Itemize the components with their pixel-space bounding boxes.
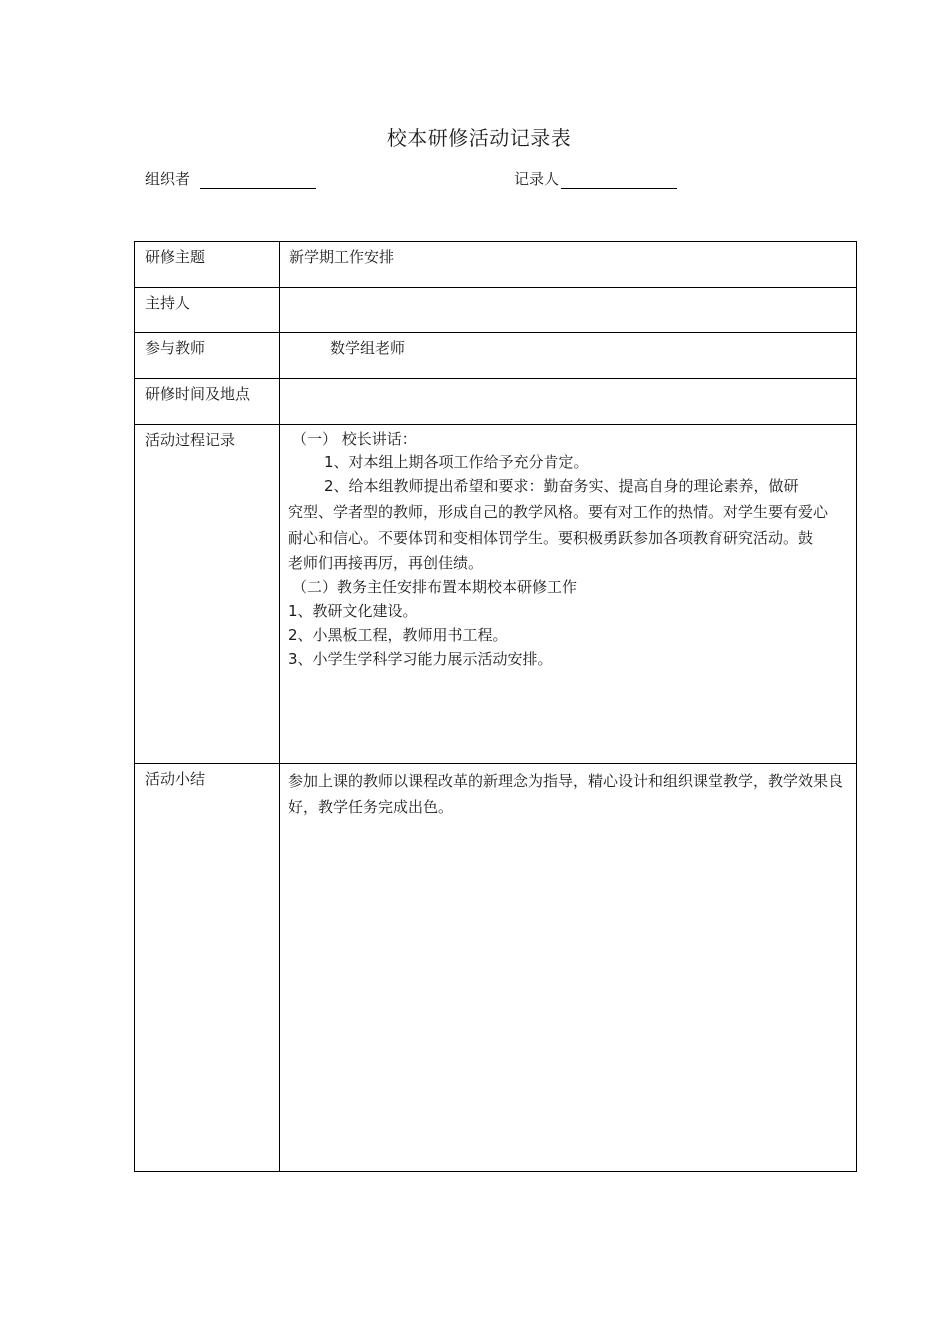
organizer-field [145, 168, 316, 189]
row-participants [135, 333, 857, 379]
process-line: （二）教务主任安排布置本期校本研修工作 [292, 578, 578, 596]
process-line: 耐心和信心。不要体罚和变相体罚学生。要积极勇跃参加各项教育研究活动。鼓 [288, 529, 814, 547]
recorder-blank [561, 171, 677, 189]
time-place-cell [280, 379, 857, 425]
row-host [135, 288, 857, 333]
process-cell [280, 425, 857, 764]
topic-label: 研修主题 [135, 242, 280, 288]
process-line: 究型、学者型的教师，形成自己的教学风格。要有对工作的热情。对学生要有爱心 [288, 503, 829, 521]
host-value [280, 288, 856, 292]
process-line: 3、小学生学科学习能力展示活动安排。 [288, 650, 553, 668]
page-title: 校本研修活动记录表 [386, 126, 572, 150]
time-place-label: 研修时间及地点 [135, 379, 280, 425]
process-line: 老师们再接再厉，再创佳绩。 [288, 554, 484, 572]
time-place-value [280, 379, 856, 383]
host-label: 主持人 [135, 288, 280, 333]
row-summary [135, 764, 857, 1172]
process-line: 2、小黑板工程，教师用书工程。 [288, 626, 508, 644]
process-line: 1、对本组上期各项工作给予充分肯定。 [324, 453, 589, 471]
process-record [280, 425, 856, 763]
process-label: 活动过程记录 [135, 425, 280, 764]
topic-cell [280, 242, 857, 288]
row-time-place [135, 379, 857, 425]
topic-value: 新学期工作安排 [289, 248, 395, 266]
summary-text: 参加上课的教师以课程改革的新理念为指导，精心设计和组织课堂教学，教学效果良好，教学任务完成出色。 [288, 772, 844, 816]
process-line: 2、给本组教师提出希望和要求：勤奋务实、提高自身的理论素养，做研 [324, 477, 799, 495]
organizer-blank [200, 171, 316, 189]
process-line: （一） 校长讲话： [292, 430, 417, 448]
summary-cell [280, 764, 857, 1172]
process-line: 1、教研文化建设。 [288, 602, 418, 620]
participants-label: 参与教师 [135, 333, 280, 379]
record-table [134, 241, 857, 1172]
recorder-label: 记录人 [514, 170, 560, 188]
host-cell [280, 288, 857, 333]
recorder-field [514, 168, 677, 189]
row-process [135, 425, 857, 764]
participants-value: 数学组老师 [330, 339, 406, 357]
summary-label: 活动小结 [135, 764, 280, 1172]
row-topic [135, 242, 857, 288]
organizer-label: 组织者 [145, 170, 191, 188]
participants-cell [280, 333, 857, 379]
